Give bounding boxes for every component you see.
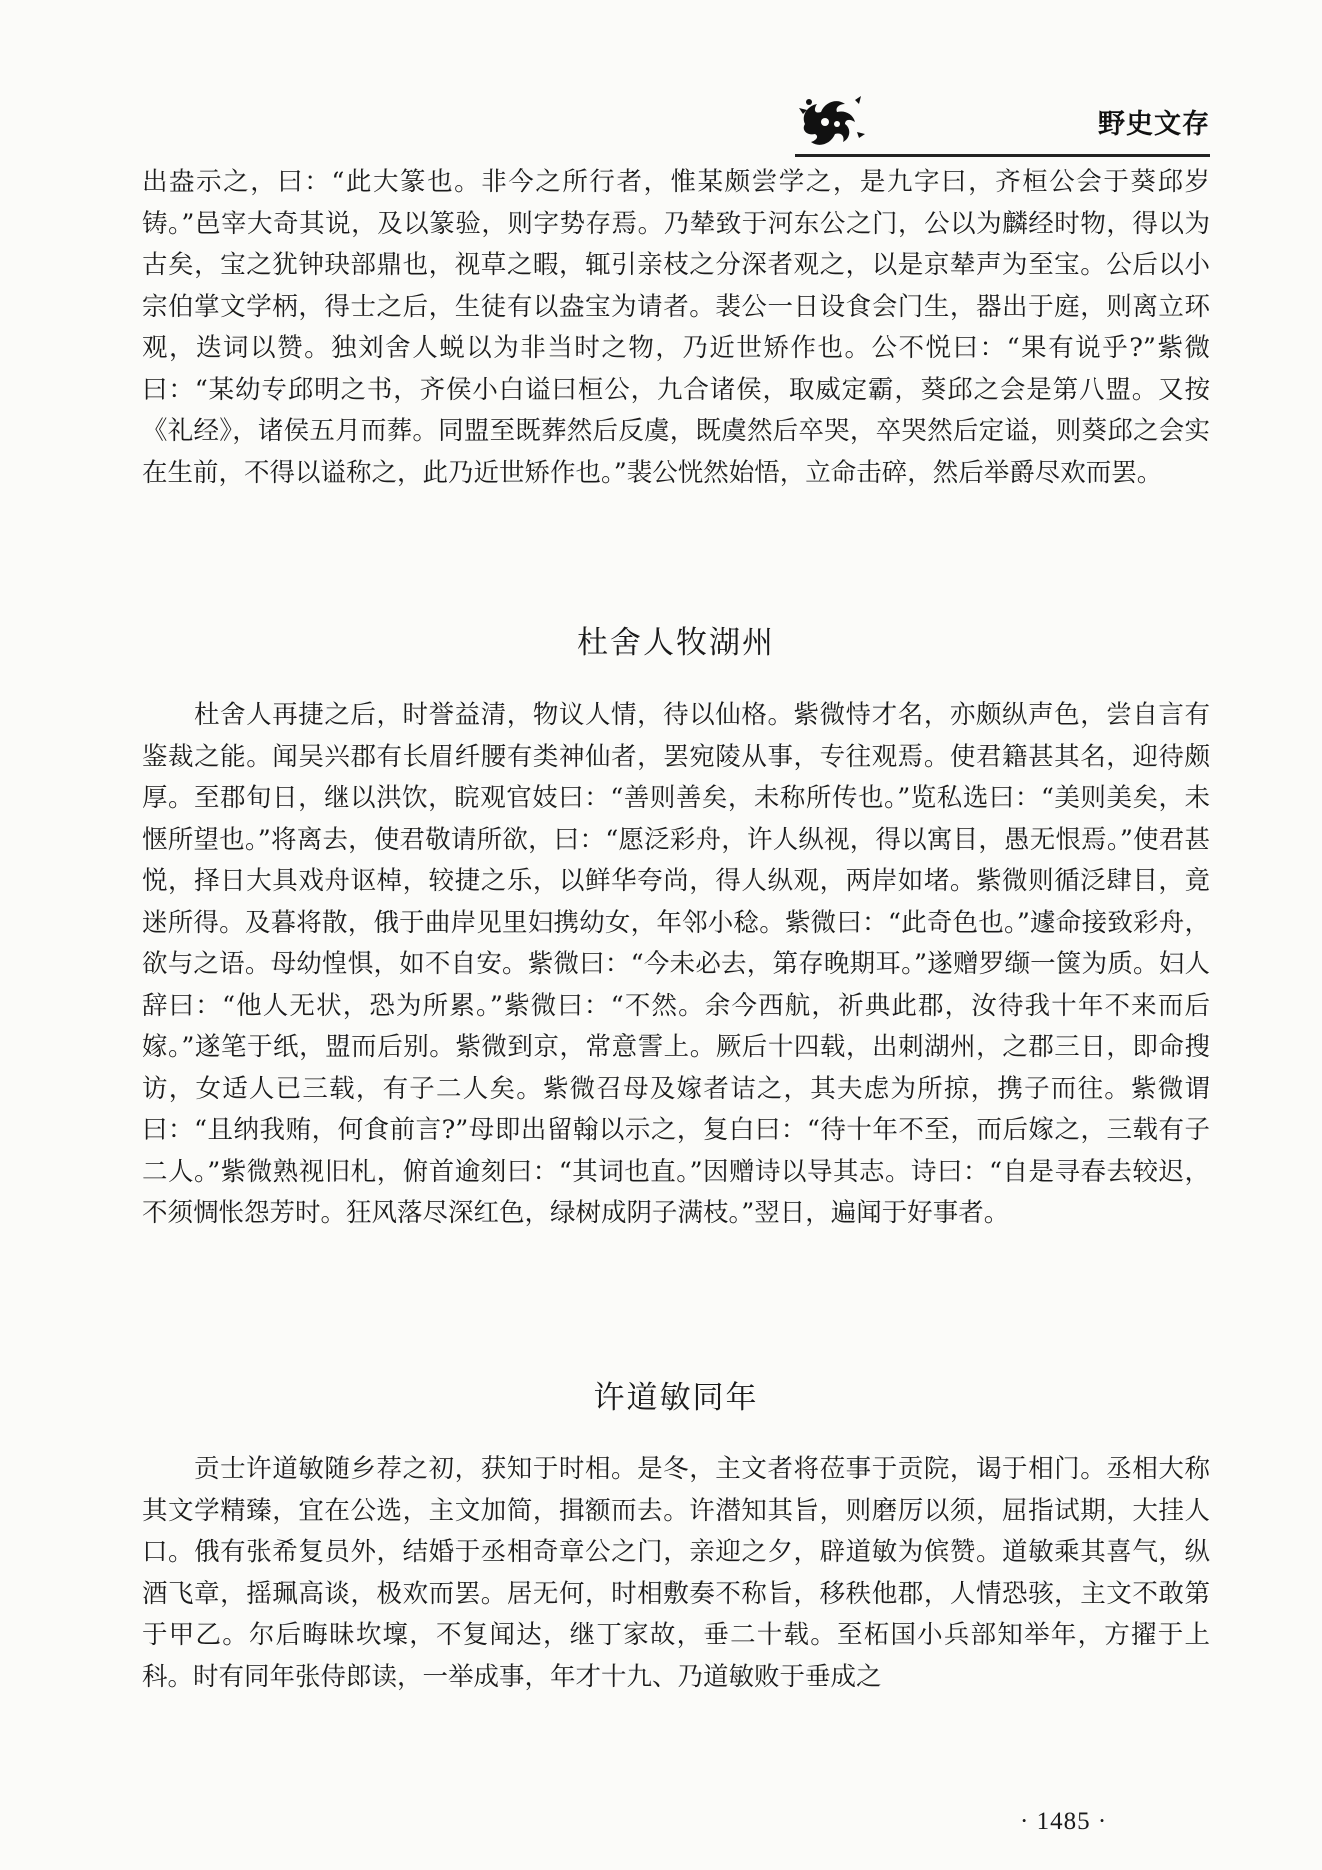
paragraph: 贡士许道敏随乡荐之初，获知于时相。是冬，主文者将莅事于贡院，谒于相门。丞相大称其文学精臻，宜在公选，主文加简，揖额而去。许潜知其旨，则磨厉以须，屈指试期，大挂人口。俄有张希复员外，结婚于丞相奇章公之门，亲迎之夕，辟道敏为傧赞。道敏乘其喜气，纵酒飞章，摇珮高谈，极欢而罢。居无何，时相敷奏不称旨，移秩他郡，人情恐骇，主文不敢第于甲乙。尔后晦昧坎壈，不复闻达，继丁家故，垂二十载。至柘国小兵部知举年，方擢于上科。时有同年张侍郎读，一举成事，年才十九、乃道敏败于垂成之: [142, 1454, 1210, 1692]
dragon-icon: [795, 88, 867, 154]
running-header-title: 野史文存: [1098, 109, 1210, 140]
page-number: · 1485 ·: [1020, 1808, 1108, 1835]
section-continuation: [142, 162, 1210, 494]
section-title-xu-daomin: 许道敏同年: [593, 1380, 759, 1416]
section-title-du-sheren: 杜舍人牧湖州: [577, 625, 775, 661]
running-header: [795, 88, 1210, 158]
section-du-sheren: [142, 695, 1210, 1235]
header-rule: [795, 154, 1210, 157]
paragraph: 出盎示之，曰：“此大篆也。非今之所行者，惟某颇尝学之，是九字曰，齐桓公会于葵邱岁铸。”邑宰大奇其说，及以篆验，则字势存焉。乃辇致于河东公之门，公以为麟经时物，得以为古矣，宝之犹钟玦部鼎也，视草之暇，辄引亲枝之分深者观之，以是京辇声为至宝。公后以小宗伯掌文学柄，得士之后，生徒有以盎宝为请者。裴公一日设食会门生，器出于庭，则离立环观，迭词以赞。独刘舍人蜕以为非当时之物，乃近世矫作也。公不悦曰：“果有说乎?”紫微曰：“某幼专邱明之书，齐侯小白谥曰桓公，九合诸侯，取威定霸，葵邱之会是第八盟。又按《礼经》，诸侯五月而葬。同盟至既葬然后反虞，既虞然后卒哭，卒哭然后定谥，则葵邱之会实在生前，不得以谥称之，此乃近世矫作也。”裴公恍然始悟，立命击碎，然后举爵尽欢而罢。: [142, 167, 1210, 488]
paragraph: 杜舍人再捷之后，时誉益清，物议人情，待以仙格。紫微恃才名，亦颇纵声色，尝自言有鉴裁之能。闻吴兴郡有长眉纤腰有类神仙者，罢宛陵从事，专往观焉。使君籍甚其名，迎待颇厚。至郡旬日，继以洪饮，睆观官妓曰：“善则善矣，未称所传也。”览私选曰：“美则美矣，未惬所望也。”将离去，使君敬请所欲，曰：“愿泛彩舟，许人纵视，得以寓目，愚无恨焉。”使君甚悦，择日大具戏舟讴棹，较捷之乐，以鲜华夸尚，得人纵观，两岸如堵。紫微则循泛肆目，竟迷所得。及暮将散，俄于曲岸见里妇携幼女，年邻小稔。紫微曰：“此奇色也。”遽命接致彩舟，欲与之语。母幼惶惧，如不自安。紫微曰：“今未必去，第存晚期耳。”遂赠罗缬一箧为质。妇人辞曰：“他人无状，恐为所累。”紫微曰：“不然。余今西航，祈典此郡，汝待我十年不来而后嫁。”遂笔于纸，盟而后别。紫微到京，常意霅上。厥后十四载，出刺湖州，之郡三日，即命搜访，女适人已三载，有子二人矣。紫微召母及嫁者诘之，其夫虑为所掠，携子而往。紫微谓曰：“且纳我贿，何食前言?”母即出留翰以示之，复白曰：“待十年不至，而后嫁之，三载有子二人。”紫微熟视旧札，俯首逾刻曰：“其词也直。”因赠诗以导其志。诗曰：“自是寻春去较迟，不须惆怅怨芳时。狂风落尽深红色，绿树成阴子满枝。”翌日，遍闻于好事者。: [142, 700, 1210, 1228]
section-xu-daomin: [142, 1449, 1210, 1698]
